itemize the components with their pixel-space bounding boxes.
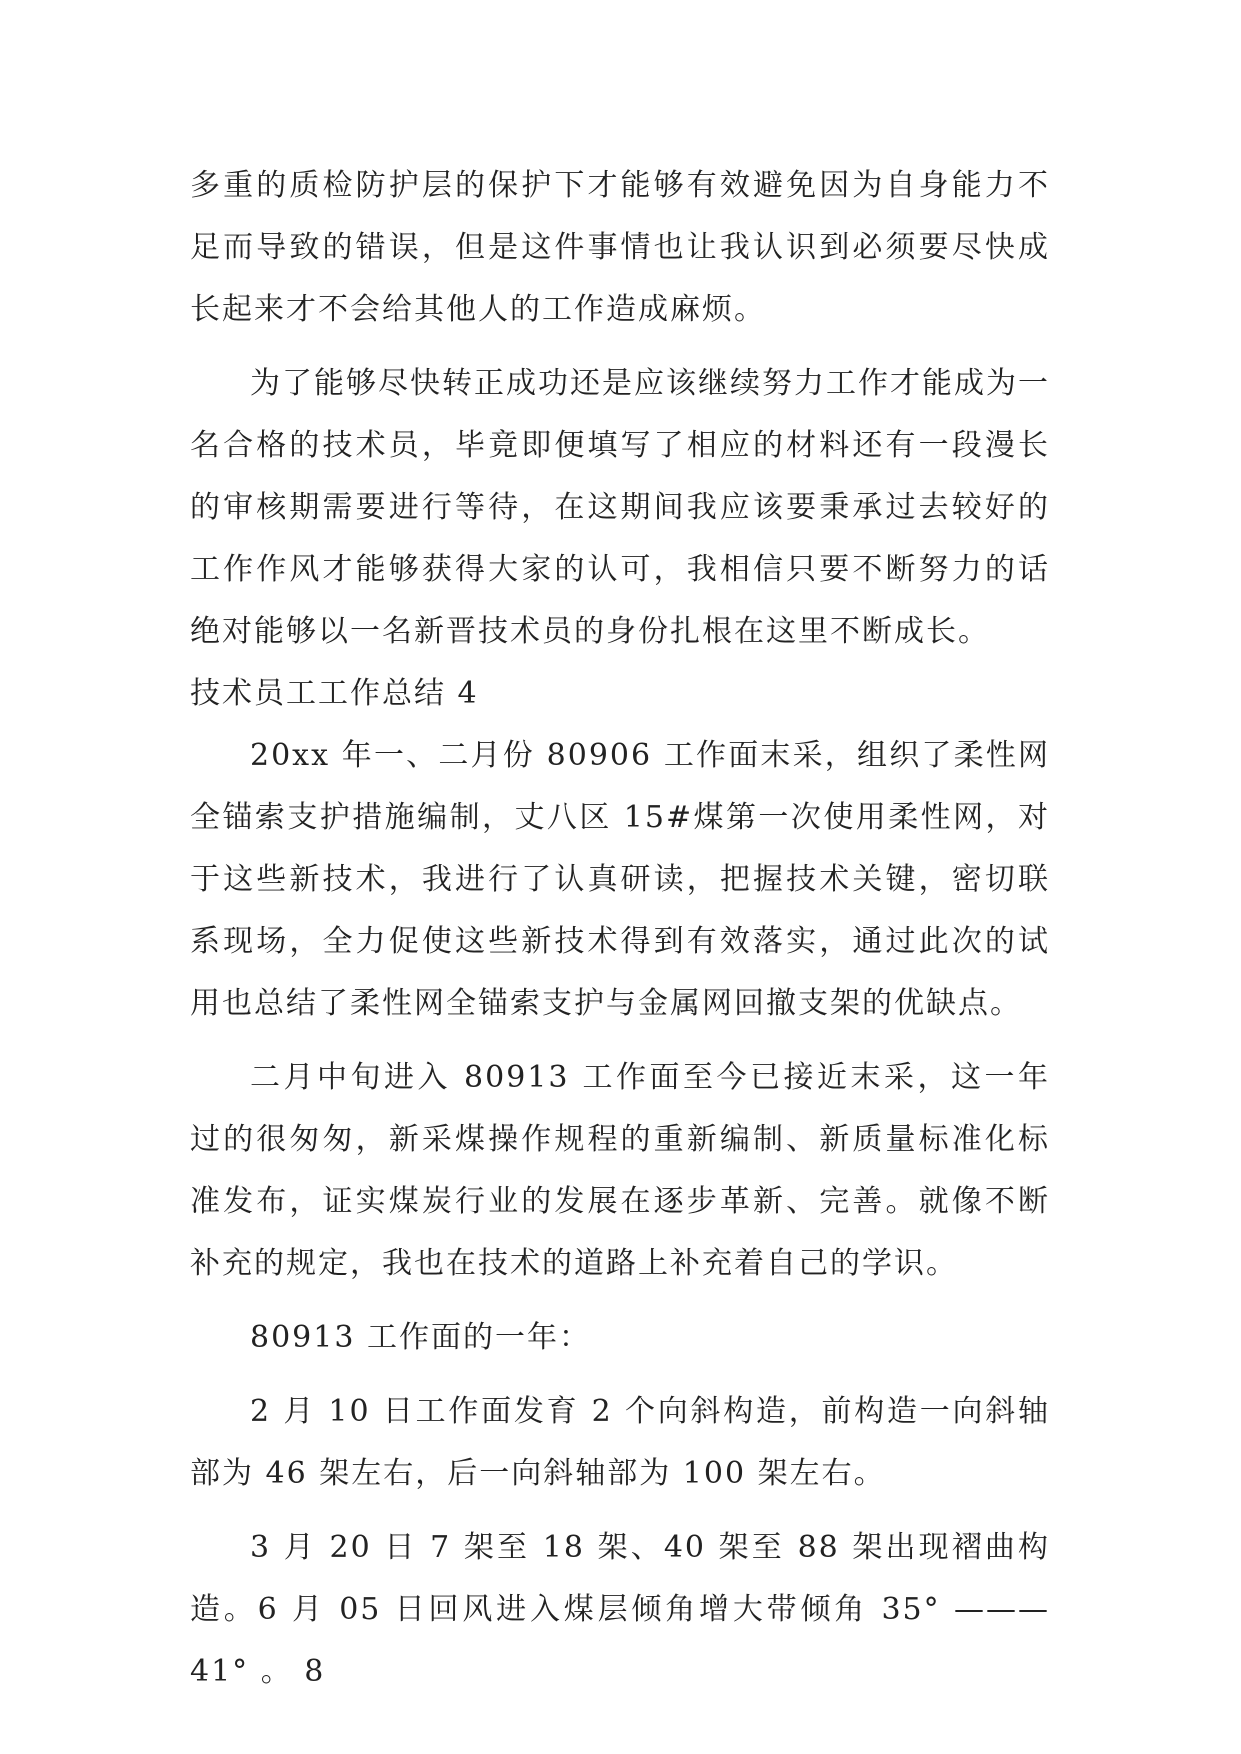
paragraph-5: 80913 工作面的一年：: [250, 1320, 591, 1355]
paragraph-1: 多重的质检防护层的保护下才能够有效避免因为自身能力不足而导致的错误，但是这件事情也让我认识到必须要尽快成长起来才不会给其他人的工作造成麻烦。: [190, 168, 1050, 327]
paragraph-3: 20xx 年一、二月份 80906 工作面末采，组织了柔性网全锚索支护措施编制，丈八区 15#煤第一次使用柔性网，对于这些新技术，我进行了认真研读，把握技术关键，密切联系现场，全力促使这些新技术得到有效落实，通过此次的试用也总结了柔性网全锚索支护与金属网回撤支架的优缺点。: [190, 738, 1050, 1021]
paragraph-4: 二月中旬进入 80913 工作面至今已接近末采，这一年过的很匆匆，新采煤操作规程的重新编制、新质量标准化标准发布，证实煤炭行业的发展在逐步革新、完善。就像不断补充的规定，我也在技术的道路上补充着自己的学识。: [190, 1060, 1050, 1281]
paragraph-2: 为了能够尽快转正成功还是应该继续努力工作才能成为一名合格的技术员，毕竟即便填写了相应的材料还有一段漫长的审核期需要进行等待，在这期间我应该要秉承过去较好的工作作风才能够获得大家的认可，我相信只要不断努力的话绝对能够以一名新晋技术员的身份扎根在这里不断成长。: [190, 366, 1050, 649]
paragraph-7: 3 月 20 日 7 架至 18 架、40 架至 88 架出现褶曲构造。6 月 05 日回风进入煤层倾角增大带倾角 35° ———41° 。 8: [190, 1530, 1050, 1689]
section-heading: 技术员工工作总结 4: [190, 676, 479, 711]
document-body: [190, 155, 1050, 1703]
paragraph-6: 2 月 10 日工作面发育 2 个向斜构造，前构造一向斜轴部为 46 架左右，后一向斜轴部为 100 架左右。: [190, 1394, 1050, 1491]
